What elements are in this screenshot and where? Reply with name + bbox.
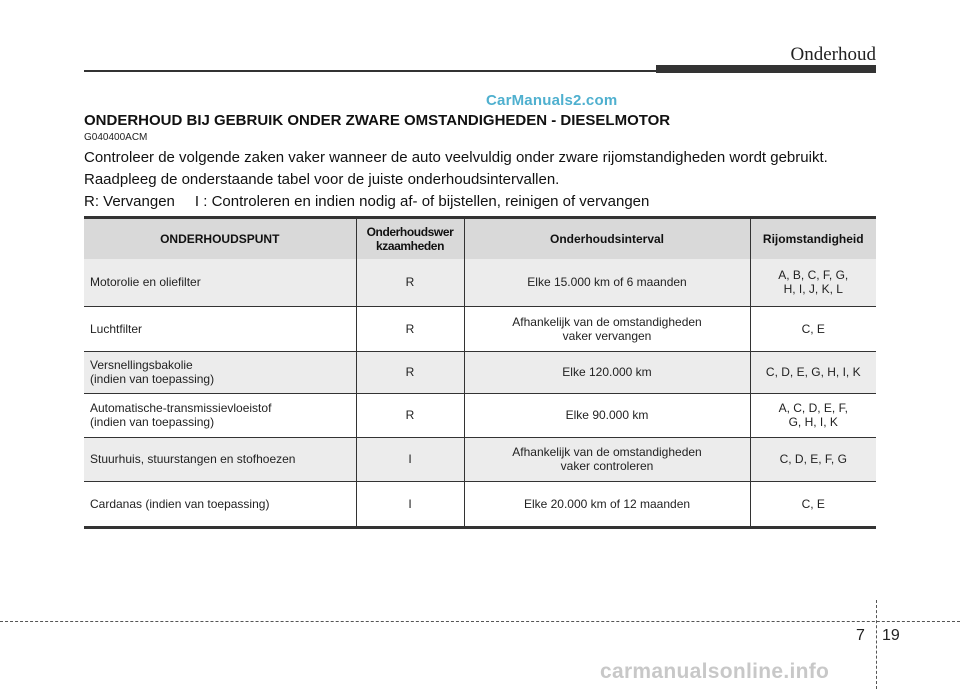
row-action: I [356,437,464,481]
row-conditions: A, C, D, E, F, G, H, I, K [750,393,876,437]
maintenance-table [84,216,876,529]
table-row [84,306,876,351]
row-interval: Elke 15.000 km of 6 maanden [464,259,750,306]
footer-dash-horizontal [0,621,960,622]
row-action: R [356,306,464,351]
row-conditions: A, B, C, F, G, H, I, J, K, L [750,259,876,306]
legend-inspect: I : Controleren en indien nodig af- of bijstellen, reinigen of vervangen [194,193,650,210]
header-action [356,218,464,260]
row-item: Cardanas (indien van toepassing) [84,481,356,527]
header-item: ONDERHOUDSPUNT [84,218,356,260]
header-interval: Onderhoudsinterval [464,218,750,260]
watermark-top: CarManuals2.com [486,92,618,109]
table-header-row [84,218,876,260]
row-action: R [356,259,464,306]
legend-replace: R: Vervangen [84,193,175,210]
footer-dash-vertical [876,600,877,689]
row-item: Luchtfilter [84,306,356,351]
row-item: Motorolie en oliefilter [84,259,356,306]
watermark-bottom: carmanualsonline.info [600,660,830,683]
row-conditions: C, E [750,481,876,527]
header-action-line1: Onderhoudswer [366,225,454,239]
header-action-line2: kzaamheden [375,239,445,253]
table-row [84,481,876,527]
row-item: Automatische-transmissievloeistof (indien van toepassing) [84,393,356,437]
header-rule-thin [84,70,656,72]
intro-line-1: Controleer de volgende zaken vaker wanneer de auto veelvuldig onder zware rijomstandigheden wordt gebruikt. [84,149,828,166]
row-action: R [356,393,464,437]
row-action: I [356,481,464,527]
header-rule-thick [656,65,876,73]
row-item: Stuurhuis, stuurstangen en stofhoezen [84,437,356,481]
row-interval: Elke 120.000 km [464,351,750,393]
row-interval: Elke 90.000 km [464,393,750,437]
header-conditions: Rijomstandigheid [750,218,876,260]
reference-code: G040400ACM [84,132,148,143]
row-conditions: C, E [750,306,876,351]
table-row [84,393,876,437]
section-title: Onderhoud [790,44,876,65]
page-heading: ONDERHOUD BIJ GEBRUIK ONDER ZWARE OMSTANDIGHEDEN - DIESELMOTOR [84,112,671,129]
row-interval: Elke 20.000 km of 12 maanden [464,481,750,527]
row-action: R [356,351,464,393]
table-row [84,437,876,481]
intro-text [84,147,884,191]
chapter-number: 7 [856,627,865,644]
legend [84,193,649,210]
row-item: Versnellingsbakolie (indien van toepassing) [84,351,356,393]
row-interval: Afhankelijk van de omstandigheden vaker vervangen [464,306,750,351]
page-number: 19 [882,627,900,644]
table-row [84,259,876,306]
intro-line-2: Raadpleeg de onderstaande tabel voor de juiste onderhoudsintervallen. [84,171,560,188]
row-interval: Afhankelijk van de omstandigheden vaker controleren [464,437,750,481]
row-conditions: C, D, E, F, G [750,437,876,481]
table-row [84,351,876,393]
row-conditions: C, D, E, G, H, I, K [750,351,876,393]
